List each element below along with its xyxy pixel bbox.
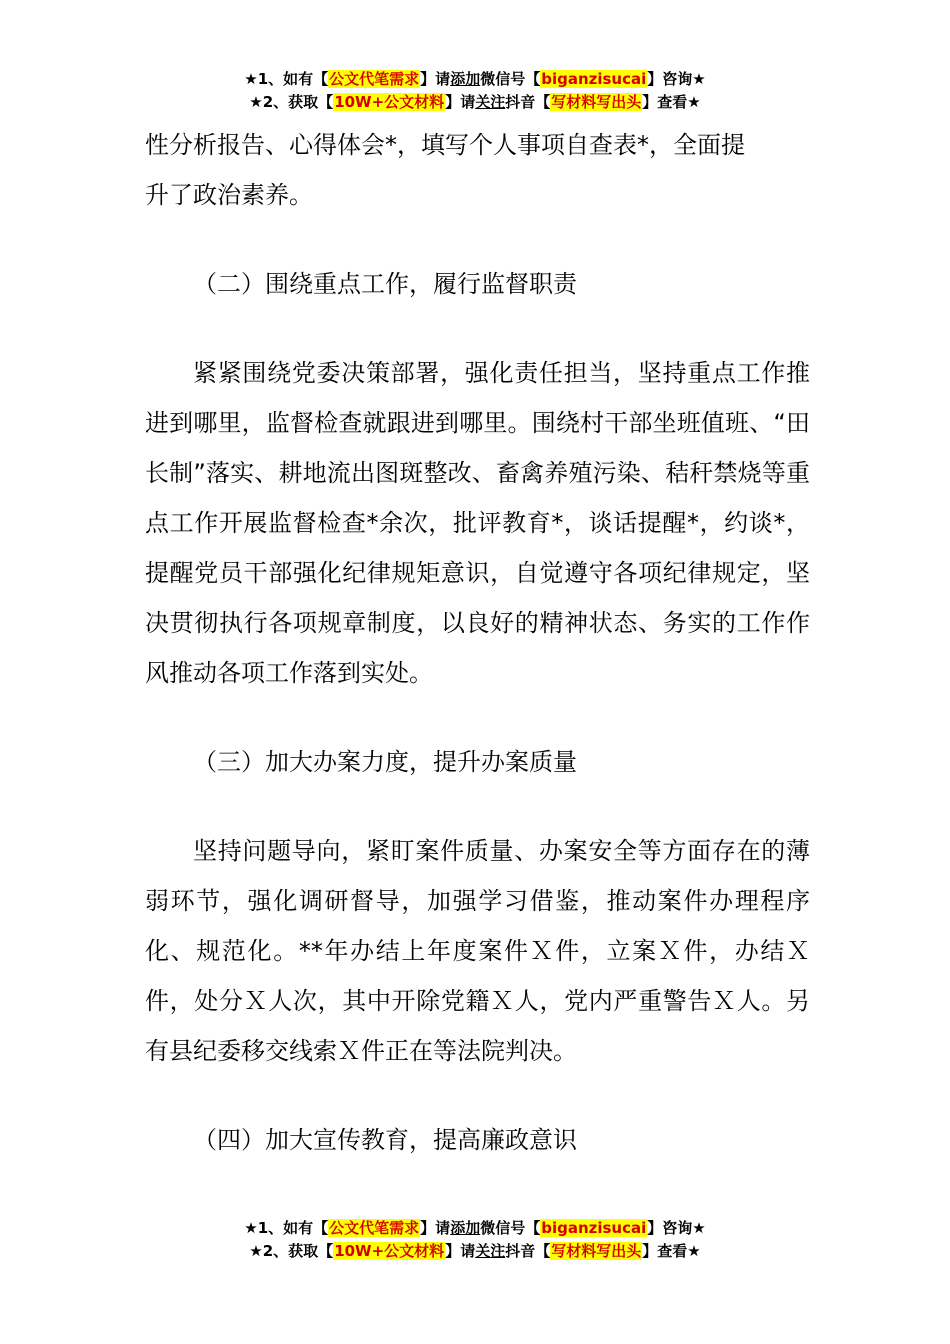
highlight-douyin: 写材料写出头 [551,1242,642,1260]
highlight-wechat-id: biganzisucai [541,70,647,88]
section-heading-2: （二）围绕重点工作，履行监督职责 [193,270,577,298]
section-heading-4: （四）加大宣传教育，提高廉政意识 [193,1126,577,1154]
highlight-materials: 10W+公文材料 [334,1242,445,1260]
highlight-service: 公文代笔需求 [329,1219,420,1237]
paragraph-section-2: 紧紧围绕党委决策部署，强化责任担当，坚持重点工作推进到哪里，监督检查就跟进到哪里。围绕村干部坐班值班、“田长制”落实、耕地流出图斑整改、畜禽养殖污染、秸秆禁烧等重点工作开展监督检查*余次，批评教育*，谈话提醒*，约谈*，提醒党员干部强化纪律规矩意识，自觉遵守各项纪律规定，坚决贯彻执行各项规章制度，以良好的精神状态、务实的工作作风推动各项工作落到实处。 [145,359,810,687]
notice-line-1: ★1、如有【公文代笔需求】请添加微信号【biganzisucai】咨询★ [244,70,706,88]
notice-line-1: ★1、如有【公文代笔需求】请添加微信号【biganzisucai】咨询★ [244,1219,706,1237]
paragraph-continued: 性分析报告、心得体会*，填写个人事项自查表*，全面提 升了政治素养。 [145,131,745,209]
document-body [145,120,810,1165]
section-heading-3: （三）加大办案力度，提升办案质量 [193,748,577,776]
notice-line-2: ★2、获取【10W+公文材料】请关注抖音【写材料写出头】查看★ [249,93,701,111]
footer-notice [0,1217,950,1263]
highlight-service: 公文代笔需求 [329,70,420,88]
highlight-materials: 10W+公文材料 [334,93,445,111]
highlight-douyin: 写材料写出头 [551,93,642,111]
highlight-wechat-id: biganzisucai [541,1219,647,1237]
paragraph-section-3: 坚持问题导向，紧盯案件质量、办案安全等方面存在的薄弱环节，强化调研督导，加强学习借鉴，推动案件办理程序化、规范化。**年办结上年度案件Ｘ件，立案Ｘ件，办结Ｘ件，处分Ｘ人次，其中开除党籍Ｘ人，党内严重警告Ｘ人。另有县纪委移交线索Ｘ件正在等法院判决。 [145,837,810,1065]
header-notice [0,68,950,114]
notice-line-2: ★2、获取【10W+公文材料】请关注抖音【写材料写出头】查看★ [249,1242,701,1260]
